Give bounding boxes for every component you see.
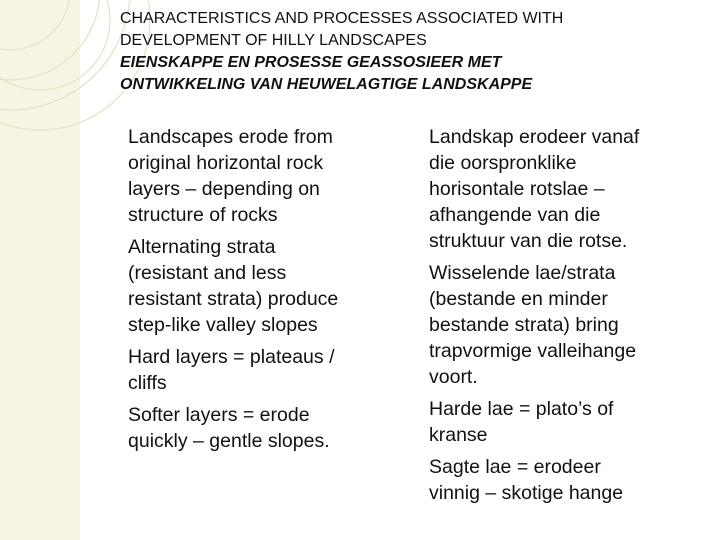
title-afrikaans-line-1: EIENSKAPPE EN PROSESSE GEASSOSIEER MET — [120, 54, 502, 71]
afrikaans-point-4-line-2: vinnig – skotige hange — [429, 482, 624, 504]
afrikaans-point-1-line-5: struktuur van die rotse. — [429, 230, 628, 252]
english-point-2-line-2: (resistant and less — [128, 262, 287, 284]
english-point-1-line-4: structure of rocks — [128, 204, 278, 226]
title-english-line-1: CHARACTERISTICS AND PROCESSES ASSOCIATED WITH — [120, 10, 564, 27]
afrikaans-point-1-line-1: Landskap erodeer vanaf — [429, 126, 640, 148]
afrikaans-point-3-line-1: Harde lae = plato’s of — [429, 398, 614, 420]
afrikaans-point-1-line-4: afhangende van die — [429, 204, 601, 226]
afrikaans-point-2-line-1: Wisselende lae/strata — [429, 262, 616, 284]
afrikaans-point-2-line-5: voort. — [429, 366, 478, 388]
english-point-4-line-1: Softer layers = erode — [128, 404, 310, 426]
deco-circle-2 — [0, 0, 100, 80]
afrikaans-column — [429, 124, 714, 512]
english-column — [128, 124, 408, 460]
english-point-1-line-2: original horizontal rock — [128, 152, 324, 174]
english-point-4-line-2: quickly – gentle slopes. — [128, 430, 330, 452]
english-point-2-line-4: step-like valley slopes — [128, 314, 318, 336]
afrikaans-point-4 — [429, 454, 714, 506]
afrikaans-point-3 — [429, 396, 714, 448]
english-point-1-line-1: Landscapes erode from — [128, 126, 333, 148]
title-afrikaans-line-2: ONTWIKKELING VAN HEUWELAGTIGE LANDSKAPPE — [120, 76, 533, 93]
afrikaans-point-2-line-2: (bestande en minder — [429, 288, 608, 310]
slide-title — [120, 8, 700, 96]
afrikaans-point-2-line-4: trapvormige valleihange — [429, 340, 637, 362]
afrikaans-point-3-line-2: kranse — [429, 424, 488, 446]
english-point-2 — [128, 234, 408, 338]
english-point-1 — [128, 124, 408, 228]
english-point-4 — [128, 402, 408, 454]
afrikaans-point-1-line-3: horisontale rotslae – — [429, 178, 605, 200]
afrikaans-point-4-line-1: Sagte lae = erodeer — [429, 456, 601, 478]
english-point-2-line-3: resistant strata) produce — [128, 288, 339, 310]
english-point-2-line-1: Alternating strata — [128, 236, 276, 258]
afrikaans-point-2-line-3: bestande strata) bring — [429, 314, 619, 336]
afrikaans-point-1 — [429, 124, 714, 254]
afrikaans-point-2 — [429, 260, 714, 390]
english-point-1-line-3: layers – depending on — [128, 178, 320, 200]
deco-circle-1 — [0, 0, 70, 50]
english-point-3-line-2: cliffs — [128, 372, 167, 394]
title-english-line-2: DEVELOPMENT OF HILLY LANDSCAPES — [120, 32, 427, 49]
afrikaans-point-1-line-2: die oorspronklike — [429, 152, 577, 174]
english-point-3-line-1: Hard layers = plateaus / — [128, 346, 335, 368]
english-point-3 — [128, 344, 408, 396]
